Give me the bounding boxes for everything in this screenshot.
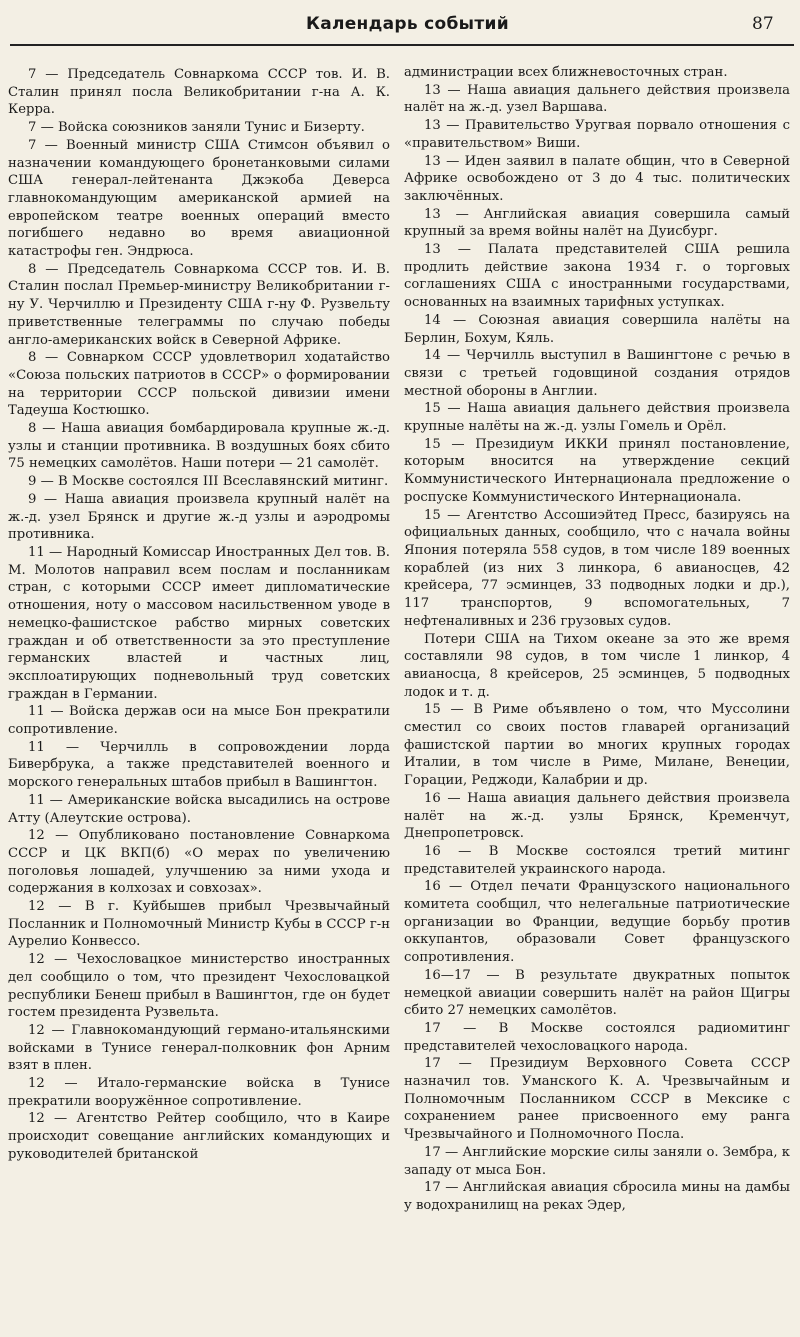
- entry: 12 — Итало-германские войска в Тунисе прекратили вооружённое сопротивление.: [8, 1076, 390, 1109]
- entry: 15 — Президиум ИККИ принял постановление, которым вносится на утверждение секций Коммунистического Интернационала предложение о роспуске Коммунистического Интернационала.: [404, 436, 790, 505]
- entry: 15 — В Риме объявлено о том, что Муссолини сместил со своих постов главарей организаций фашистской партии во многих крупных городах Италии, в том числе в Риме, Милане, Венеции, Горации, Реджоди, Калабрии и др.: [404, 702, 790, 789]
- entry: 12 — В г. Куйбышев прибыл Чрезвычайный Посланник и Полномочный Министр Кубы в СССР г-н Аурелио Конвессо.: [8, 899, 390, 950]
- entry: 17 — В Москве состоялся радиомитинг представителей чехословацкого народа.: [404, 1020, 790, 1054]
- entry: 12 — Агентство Рейтер сообщило, что в Каире происходит совещание английских командующих и руководителей британской: [8, 1111, 390, 1162]
- entry: 13 — Наша авиация дальнего действия произвела налёт на ж.-д. узел Варшава.: [404, 82, 790, 116]
- entry: Потери США на Тихом океане за это же время составляли 98 судов, в том числе 1 линкор, 4 авианосца, 8 крейсеров, 25 эсминцев, 5 подводных лодок и т. д.: [404, 631, 790, 700]
- entry: 9 — Наша авиация произвела крупный налёт на ж.-д. узел Брянск и другие ж.-д узлы и аэродромы противника.: [8, 491, 390, 543]
- entry: 16 — Наша авиация дальнего действия произвела налёт на ж.-д. узлы Брянск, Кременчут, Днепропетровск.: [404, 790, 790, 842]
- entry: 16 — Отдел печати Французского национального комитета сообщил, что нелегальные патриотические организации во Франции, ведущие борьбу против оккупантов, образовали Совет французского сопротивления.: [404, 879, 790, 966]
- entry: 12 — Чехословацкое министерство иностранных дел сообщило о том, что президент Чехословацкой республики Бенеш прибыл в Вашингтон, где он будет гостем президента Рузвельта.: [8, 952, 390, 1021]
- entry: 17 — Английские морские силы заняли о. Зембра, к западу от мыса Бон.: [404, 1144, 790, 1178]
- entry: 15 — Наша авиация дальнего действия произвела крупные налёты на ж.-д. узлы Гомель и Орёл.: [404, 401, 790, 435]
- entry: 8 — Председатель Совнаркома СССР тов. И. В. Сталин послал Премьер-министру Великобритании г-ну У. Черчиллю и Президенту США г-ну Ф. Рузвельту приветственные телеграммы по случаю победы англо-американских войск в Северной Африке.: [8, 261, 390, 348]
- entry: 14 — Черчилль выступил в Вашингтоне с речью в связи с третьей годовщиной создания отрядов местной обороны в Англии.: [404, 348, 790, 399]
- entry: 7 — Войска союзников заняли Тунис и Бизерту.: [28, 120, 365, 136]
- entry: 13 — Иден заявил в палате общин, что в Северной Африке освобождено от 3 до 4 тыс. политических заключённых.: [404, 153, 790, 204]
- entry-continuation: администрации всех ближневосточных стран.: [404, 65, 728, 80]
- entry: 11 — Черчилль в сопровождении лорда Бивербрука, а также представителей военного и морского генеральных штабов прибыл в Вашингтон.: [8, 739, 390, 791]
- entry: 16 — В Москве состоялся третий митинг представителей украинского народа.: [404, 843, 790, 877]
- entry: 12 — Опубликовано постановление Совнаркома СССР и ЦК ВКП(б) «О мерах по увеличению поголовья лошадей, улучшению за ними ухода и содержания в колхозах и совхозах».: [8, 828, 390, 897]
- page-number: 87: [752, 14, 774, 34]
- entry: 8 — Наша авиация бомбардировала крупные ж.-д. узлы и станции противника. В воздушных боях сбито 75 немецких самолётов. Наши потери — 21 самолёт.: [8, 421, 390, 472]
- entry: 15 — Агентство Ассошиэйтед Пресс, базируясь на официальных данных, сообщило, что с начала войны Япония потеряла 558 судов, в том числе 189 военных кораблей (из них 3 линкора, 6 авианосцев, 42 крейсера, 77 эсминцев, 33 подводных лодки и др.), 117 транспортов, 9 вспомогательных, 7 нефтеналивных и 236 грузовых судов.: [404, 507, 790, 629]
- page-header: [0, 10, 800, 44]
- entry: 11 — Американские войска высадились на острове Атту (Алеутские острова).: [8, 792, 390, 826]
- entry: 17 — Президиум Верховного Совета СССР назначил тов. Уманского К. А. Чрезвычайным и Полномочным Посланником СССР в Мексике с сохранением ранее присвоенного ему ранга Чрезвычайного и Полномочного Посла.: [404, 1056, 790, 1143]
- entry: 7 — Военный министр США Стимсон объявил о назначении командующего бронетанковыми силами США генерал-лейтенанта Джэкоба Деверса главнокомандующим американской армией на европейском театре военных операций вместо погибшего недавно во время авиационной катастрофы ген. Эндрюса.: [8, 137, 390, 260]
- entry: 8 — Совнарком СССР удовлетворил ходатайство «Союза польских патриотов в СССР» о формировании на территории СССР польской дивизии имени Тадеуша Костюшко.: [8, 350, 390, 419]
- entry: 9 — В Москве состоялся III Всеславянский митинг.: [28, 474, 389, 490]
- entry: 11 — Народный Комиссар Иностранных Дел тов. В. М. Молотов направил всем послам и посланникам стран, с которыми СССР имеет дипломатические отношения, ноту о массовом насильственном уводе в немецко-фашистское рабство мирных советских граждан и об ответственности за это преступление германских властей и частных лиц, эксплоатирующих подневольный труд советских граждан в Германии.: [8, 544, 390, 702]
- header-rule: [10, 44, 794, 46]
- running-title: Календарь событий: [306, 14, 509, 34]
- entry: 7 — Председатель Совнаркома СССР тов. И. В. Сталин принял посла Великобритании г-на А. К. Керра.: [8, 67, 390, 118]
- entry: 16—17 — В результате двукратных попыток немецкой авиации совершить налёт на район Щигры сбито 27 немецких самолётов.: [404, 967, 790, 1019]
- entry: 12 — Главнокомандующий германо-итальянскими войсками в Тунисе генерал-полковник фон Арним взят в плен.: [8, 1022, 390, 1074]
- entry: 13 — Правительство Уругвая порвало отношения с «правительством» Виши.: [404, 118, 790, 151]
- entry: 13 — Английская авиация совершила самый крупный за время войны налёт на Дуисбург.: [404, 206, 790, 240]
- entry: 17 — Английская авиация сбросила мины на дамбы у водохранилищ на реках Эдер,: [404, 1180, 790, 1213]
- entry: 11 — Войска держав оси на мысе Бон прекратили сопротивление.: [8, 704, 390, 738]
- left-column: [8, 66, 390, 1164]
- right-column: [404, 64, 790, 1215]
- entry: 13 — Палата представителей США решила продлить действие закона 1934 г. о торговых соглашениях США с иностранными государствами, основанных на взаимных тарифных уступках.: [404, 242, 790, 311]
- entry: 14 — Союзная авиация совершила налёты на Берлин, Бохум, Кяль.: [404, 312, 790, 346]
